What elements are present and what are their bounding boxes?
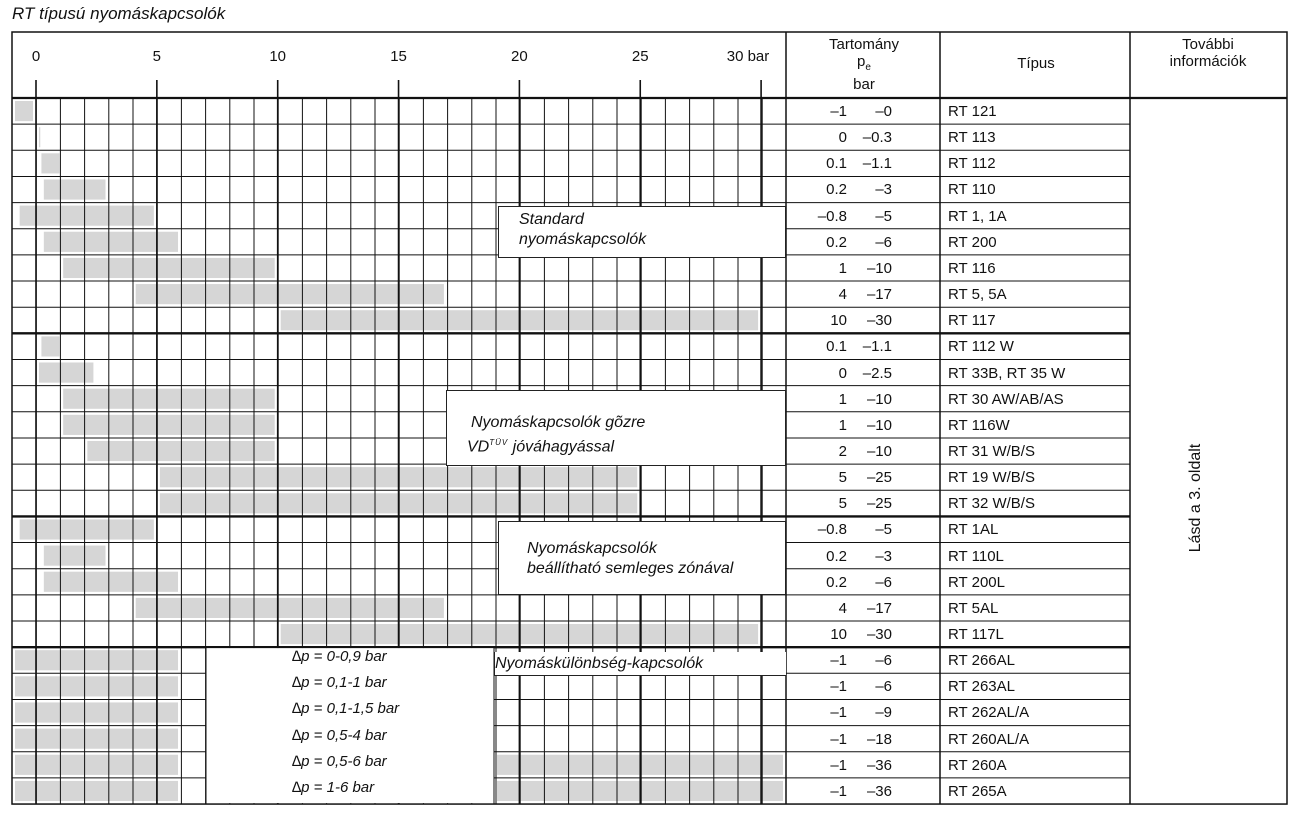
range-bar xyxy=(44,232,178,252)
range-max: –6 xyxy=(875,652,892,670)
range-bar xyxy=(39,127,40,147)
dp-range-label: ∆p = 0,5-4 bar xyxy=(292,726,387,744)
page-title: RT típusú nyomáskapcsolók xyxy=(12,4,226,23)
see-page-note: Lásd a 3. oldalt xyxy=(1187,443,1204,553)
group-label-standard: Standard nyomáskapcsolók xyxy=(498,206,786,258)
range-min: 1 xyxy=(838,259,847,277)
scale-tick-label: 10 xyxy=(269,48,287,65)
range-min: –1 xyxy=(830,704,847,722)
type-header: Típus xyxy=(1017,55,1055,72)
more-info-header: További információk xyxy=(1169,36,1247,70)
range-bar xyxy=(15,650,178,670)
type-name: RT 116 xyxy=(948,259,996,277)
range-bar xyxy=(15,755,178,775)
type-name: RT 110 xyxy=(948,181,996,199)
scale-tick-label: 15 xyxy=(390,48,407,65)
range-max: –36 xyxy=(866,756,892,774)
range-max: –25 xyxy=(866,495,892,513)
type-name: RT 110L xyxy=(948,547,1004,565)
type-name: RT 200L xyxy=(948,573,1005,591)
range-bar xyxy=(44,546,106,566)
range-min: –1 xyxy=(830,782,847,800)
range-max: –3 xyxy=(875,547,892,565)
type-name: RT 30 AW/AB/AS xyxy=(948,390,1064,408)
range-min: 0.1 xyxy=(826,338,847,356)
type-name: RT 121 xyxy=(948,103,997,120)
type-name: RT 266AL xyxy=(948,652,1015,670)
range-min: –0.8 xyxy=(817,207,847,225)
range-header xyxy=(790,36,938,93)
range-max: –30 xyxy=(866,312,892,330)
type-name: RT 19 W/B/S xyxy=(948,469,1035,487)
range-max: –9 xyxy=(875,704,892,722)
range-max: –10 xyxy=(866,416,892,434)
range-min: –1 xyxy=(830,678,847,696)
range-bar xyxy=(44,179,106,199)
range-bar xyxy=(39,363,93,383)
type-name: RT 117 xyxy=(948,312,996,330)
range-bar xyxy=(63,258,275,278)
type-name: RT 265A xyxy=(948,782,1007,800)
type-name: RT 263AL xyxy=(948,678,1015,696)
range-min: 5 xyxy=(838,469,847,487)
range-min: –1 xyxy=(830,103,847,120)
range-max: –18 xyxy=(866,730,892,748)
range-max: –0 xyxy=(875,103,892,120)
range-header-unit: bar xyxy=(853,76,875,93)
range-max: –10 xyxy=(866,442,892,460)
dp-range-label: ∆p = 0-0,9 bar xyxy=(292,648,387,666)
range-min: 10 xyxy=(830,626,847,643)
range-max: –6 xyxy=(875,233,892,251)
group-label-differential: Nyomáskülönbség-kapcsolók xyxy=(494,652,786,676)
range-max: –17 xyxy=(866,286,892,304)
scale-tick-label: 5 xyxy=(152,48,162,65)
range-bar xyxy=(136,598,444,618)
range-bar xyxy=(63,389,275,409)
type-name: RT 31 W/B/S xyxy=(948,442,1035,460)
range-max: –30 xyxy=(866,626,892,643)
group-label-steam: Nyomáskapcsolók gõzre $VD^{TÜV}$ jóváhagyással xyxy=(446,390,786,466)
range-min: –1 xyxy=(830,730,847,748)
range-bar xyxy=(41,336,59,356)
range-max: –6 xyxy=(875,678,892,696)
range-header-title: Tartomány xyxy=(828,36,900,53)
range-min: 0.2 xyxy=(826,547,847,565)
type-name: RT 5AL xyxy=(948,599,999,617)
type-name: RT 1, 1A xyxy=(948,207,1007,225)
scale-tick-label: 0 xyxy=(31,48,41,65)
type-name: RT 5, 5A xyxy=(948,286,1007,304)
scale-tick-label: 20 xyxy=(511,48,528,65)
range-max: –6 xyxy=(875,573,892,591)
dp-range-label: ∆p = 1-6 bar xyxy=(292,778,375,796)
dp-range-label: ∆p = 0,1-1 bar xyxy=(292,674,387,692)
group-label-neutral-zone: Nyomáskapcsolók beállítható semleges zónával xyxy=(498,521,786,595)
range-max: –3 xyxy=(875,181,892,199)
range-bar xyxy=(15,676,178,696)
range-bar xyxy=(63,415,275,435)
range-min: 1 xyxy=(838,416,847,434)
type-name: RT 32 W/B/S xyxy=(948,495,1035,513)
range-max: –10 xyxy=(866,259,892,277)
type-name: RT 112 W xyxy=(948,338,1014,356)
range-header-symbol: $p_e$ xyxy=(857,53,871,73)
dp-range-label: ∆p = 0,5-6 bar xyxy=(292,752,387,770)
range-min: 0.2 xyxy=(826,233,847,251)
range-bar xyxy=(44,572,178,592)
range-min: –1 xyxy=(830,652,847,670)
range-bar xyxy=(20,519,154,539)
range-bar xyxy=(136,284,444,304)
type-name: RT 33B, RT 35 W xyxy=(948,364,1066,382)
range-min: 2 xyxy=(838,442,847,460)
range-min: 0.1 xyxy=(826,155,847,173)
type-name: RT 262AL/A xyxy=(948,704,1030,722)
scale-tick-label: 25 xyxy=(631,48,649,65)
range-min: 5 xyxy=(838,495,847,513)
range-max: –0.3 xyxy=(862,129,892,147)
range-max: –17 xyxy=(866,599,892,617)
range-max: –25 xyxy=(866,469,892,487)
dp-range-label: ∆p = 0,1-1,5 bar xyxy=(292,700,400,718)
range-bar xyxy=(15,702,178,722)
range-min: 4 xyxy=(838,599,847,617)
range-min: 0 xyxy=(838,364,847,382)
type-name: RT 113 xyxy=(948,129,996,147)
range-min: 0 xyxy=(838,129,847,147)
range-bar xyxy=(15,781,178,801)
type-name: RT 260AL/A xyxy=(948,730,1030,748)
scale-tick-label: 30 bar xyxy=(726,48,770,65)
type-name: RT 112 xyxy=(948,155,996,173)
range-bar xyxy=(20,206,154,226)
range-min: –1 xyxy=(830,756,847,774)
range-max: –5 xyxy=(875,207,892,225)
range-min: 10 xyxy=(830,312,847,330)
range-max: –1.1 xyxy=(862,155,892,173)
range-max: –5 xyxy=(875,521,892,539)
range-max: –10 xyxy=(866,390,892,408)
type-name: RT 200 xyxy=(948,233,997,251)
range-min: –0.8 xyxy=(817,521,847,539)
range-min: 4 xyxy=(838,286,847,304)
range-max: –2.5 xyxy=(862,364,892,382)
type-name: RT 117L xyxy=(948,626,1004,643)
range-max: –1.1 xyxy=(862,338,892,356)
range-max: –36 xyxy=(866,782,892,800)
type-name: RT 260A xyxy=(948,756,1007,774)
type-name: RT 116W xyxy=(948,416,1010,434)
range-bar xyxy=(15,101,33,121)
type-name: RT 1AL xyxy=(948,521,999,539)
range-min: 0.2 xyxy=(826,181,847,199)
range-min: 0.2 xyxy=(826,573,847,591)
range-bar xyxy=(41,153,59,173)
range-bar xyxy=(15,729,178,749)
range-min: 1 xyxy=(838,390,847,408)
